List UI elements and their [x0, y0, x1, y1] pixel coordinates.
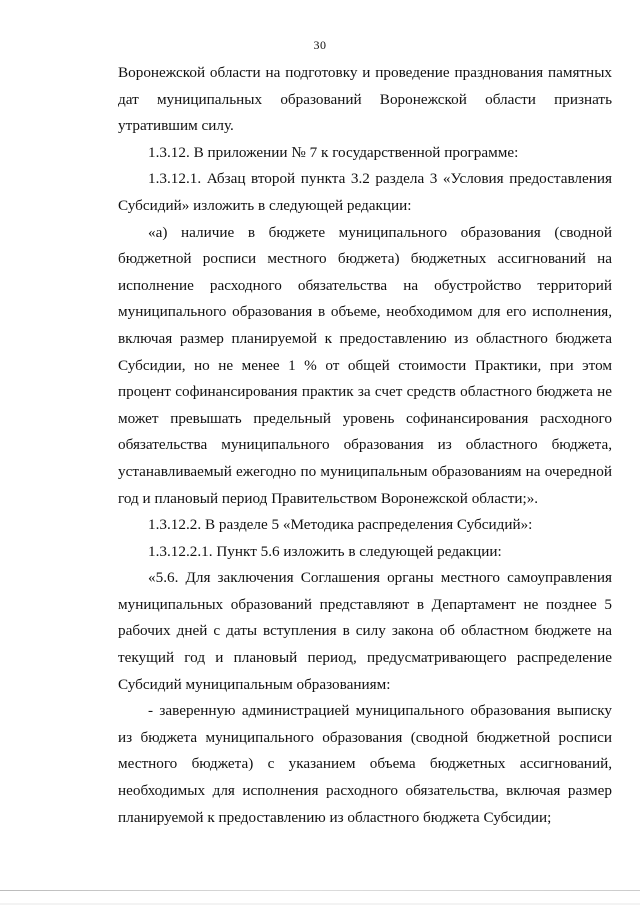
paragraph-1-3-12: 1.3.12. В приложении № 7 к государственной программе: [148, 143, 519, 161]
paragraph-subitem-a: «а) наличие в бюджете муниципального образования (сводной бюджетной росписи местного бюджета) бюджетных ассигнований на исполнение расходного обязательства на обустройство территорий муниципального образования в объеме, необходимом для его исполнения, включая размер планируемой к предоставлению из областного бюджета Субсидии, но не менее 1 % от общей стоимости Практики, при этом процент софинансирования практик за счет средств областного бюджета не может превышать предельный уровень софинансирования расходного обязательства муниципального образования из областного бюджета, устанавливаемый ежегодно по муниципальным образованиям на очередной год и плановый период Правительством Воронежской области;». [118, 223, 612, 507]
paragraph-continuation: Воронежской области на подготовку и проведение празднования памятных дат муниципальных образований Воронежской области признать утратившим силу. [118, 64, 612, 135]
paragraph-1-3-12-2: 1.3.12.2. В разделе 5 «Методика распределения Субсидий»: [148, 516, 533, 534]
paragraph-1-3-12-1: 1.3.12.1. Абзац второй пункта 3.2 раздела 3 «Условия предоставления Субсидий» изложить в следующей редакции: [118, 170, 612, 214]
document-body [118, 60, 612, 831]
page-number: 30 [313, 38, 327, 52]
paragraph-list-item: - заверенную администрацией муниципального образования выписку из бюджета муниципального образования (сводной бюджетной росписи местного бюджета) с указанием объема бюджетных ассигнований, необходимых для исполнения расходного обязательства, включая размер планируемой к предоставлению из областного бюджета Субсидии; [118, 702, 612, 826]
scan-edge-line [0, 890, 640, 891]
paragraph-1-3-12-2-1: 1.3.12.2.1. Пункт 5.6 изложить в следующей редакции: [148, 542, 502, 560]
paragraph-5-6: «5.6. Для заключения Соглашения органы местного самоуправления муниципальных образований представляют в Департамент не позднее 5 рабочих дней с даты вступления в силу закона об областном бюджете на текущий год и плановый период, предусматривающего распределение Субсидий муниципальным образованиям: [118, 569, 612, 693]
